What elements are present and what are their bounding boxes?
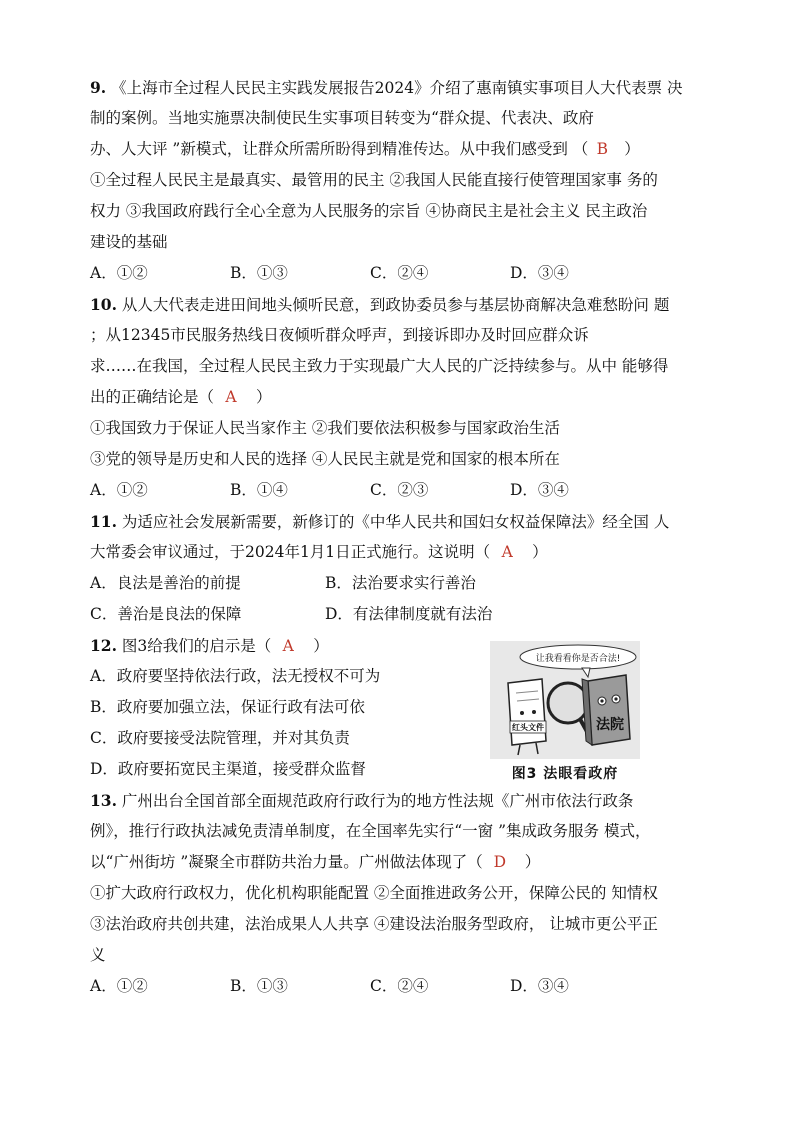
statement-line: ①我国致力于保证人民当家作主 ②我们要依法积极参与国家政治生活 xyxy=(90,419,560,437)
answer-mark: B xyxy=(596,140,608,158)
answer-mark: A xyxy=(282,637,294,655)
question-text: 例》，推行行政执法减免责清单制度，在全国率先实行“一窗 ”集成政务服务 模式， xyxy=(90,822,651,840)
cartoon-illustration xyxy=(490,641,640,759)
question-text: 以“广州街坊 ”凝聚全市群防共治力量。广州做法体现了（ xyxy=(90,853,483,871)
statement-line: 义 xyxy=(90,946,106,964)
option-a: A．良法是善治的前提 xyxy=(90,574,241,592)
question-number: 13. xyxy=(90,791,117,810)
option-d: D．有法律制度就有法治 xyxy=(325,605,493,623)
option-a: A．政府要坚持依法行政，法无授权不可为 xyxy=(90,667,381,685)
answer-mark: D xyxy=(493,853,506,871)
question-text: 《上海市全过程人民民主实践发展报告2024》介绍了惠南镇实事项目人大代表票 决 xyxy=(111,79,683,97)
statement-line: ①全过程人民民主是最真实、最管用的民主 ②我国人民能直接行使管理国家事 务的 xyxy=(90,171,658,189)
options xyxy=(90,971,710,1002)
options xyxy=(90,599,710,630)
question-text: ；从12345市民服务热线日夜倾听群众呼声，到接诉即办及时回应群众诉 xyxy=(90,326,589,344)
question-text: 出的正确结论是（ xyxy=(90,388,215,406)
option-b: B．①③ xyxy=(230,264,288,282)
question-text: 办、人大评 ”新模式，让群众所需所盼得到精准传达。从中我们感受到 （ xyxy=(90,140,589,158)
options xyxy=(90,258,710,289)
question-13 xyxy=(90,785,710,1002)
question-11 xyxy=(90,506,710,630)
statement-line: ③党的领导是历史和人民的选择 ④人民民主就是党和国家的根本所在 xyxy=(90,450,560,468)
question-text: ） xyxy=(624,140,640,158)
answer-mark: A xyxy=(501,543,513,561)
option-c: C．②④ xyxy=(370,264,429,282)
question-text: ） xyxy=(532,543,548,561)
speech-text: 让我看看你是否合法! xyxy=(535,654,621,664)
option-b: B．政府要加强立法，保证行政有法可依 xyxy=(90,698,365,716)
option-b: B．法治要求实行善治 xyxy=(325,574,476,592)
question-text: 制的案例。当地实施票决制使民生实事项目转变为“群众提、代表决、政府 xyxy=(90,109,594,127)
question-9 xyxy=(90,72,710,289)
option-a: A．①② xyxy=(90,481,148,499)
option-d: D．③④ xyxy=(510,481,569,499)
court-label: 法院 xyxy=(596,717,624,733)
question-number: 10. xyxy=(90,295,117,314)
option-c: C．善治是良法的保障 xyxy=(90,605,242,623)
option-c: C．②④ xyxy=(370,977,429,995)
option-a: A．①② xyxy=(90,264,148,282)
option-c: C．政府要接受法院管理，并对其负责 xyxy=(90,729,350,747)
statement-line: ①扩大政府行政权力，优化机构职能配置 ②全面推进政务公开，保障公民的 知情权 xyxy=(90,884,658,902)
options xyxy=(90,568,710,599)
option-a: A．①② xyxy=(90,977,148,995)
question-text: 为适应社会发展新需要，新修订的《中华人民共和国妇女权益保障法》经全国 人 xyxy=(121,513,670,531)
question-10 xyxy=(90,289,710,506)
doc-label: 红头文件 xyxy=(512,723,544,732)
question-text: 大常委会审议通过，于2024年1月1日正式施行。这说明（ xyxy=(90,543,491,561)
page xyxy=(90,72,710,1002)
figure-3 xyxy=(490,641,640,783)
options xyxy=(90,475,710,506)
court-book-character xyxy=(582,675,630,745)
figure-caption: 图3 法眼看政府 xyxy=(511,766,619,782)
option-d: D．③④ xyxy=(510,977,569,995)
option-b: B．①③ xyxy=(230,977,288,995)
statement-line: ③法治政府共创共建，法治成果人人共享 ④建设法治服务型政府， 让城市更公平正 xyxy=(90,915,658,933)
question-text: ） xyxy=(313,637,329,655)
question-number: 9. xyxy=(90,78,107,97)
question-text: 从人大代表走进田间地头倾听民意，到政协委员参与基层协商解决急难愁盼问 题 xyxy=(121,296,670,314)
option-c: C．②③ xyxy=(370,481,429,499)
question-text: ） xyxy=(524,853,541,871)
statement-line: 建设的基础 xyxy=(90,233,168,251)
question-number: 11. xyxy=(90,512,117,531)
question-text: 求……在我国，全过程人民民主致力于实现最广大人民的广泛持续参与。从中 能够得 xyxy=(90,357,669,375)
question-text: ） xyxy=(256,388,272,406)
option-d: D．政府要拓宽民主渠道，接受群众监督 xyxy=(90,760,366,778)
answer-mark: A xyxy=(225,388,237,406)
question-text: 广州出台全国首部全面规范政府行政行为的地方性法规《广州市依法行政条 xyxy=(121,792,634,810)
option-b: B．①④ xyxy=(230,481,288,499)
statement-line: 权力 ③我国政府践行全心全意为人民服务的宗旨 ④协商民主是社会主义 民主政治 xyxy=(90,202,648,220)
question-number: 12. xyxy=(90,636,117,655)
question-text: 图3给我们的启示是（ xyxy=(121,637,272,655)
option-d: D．③④ xyxy=(510,264,569,282)
